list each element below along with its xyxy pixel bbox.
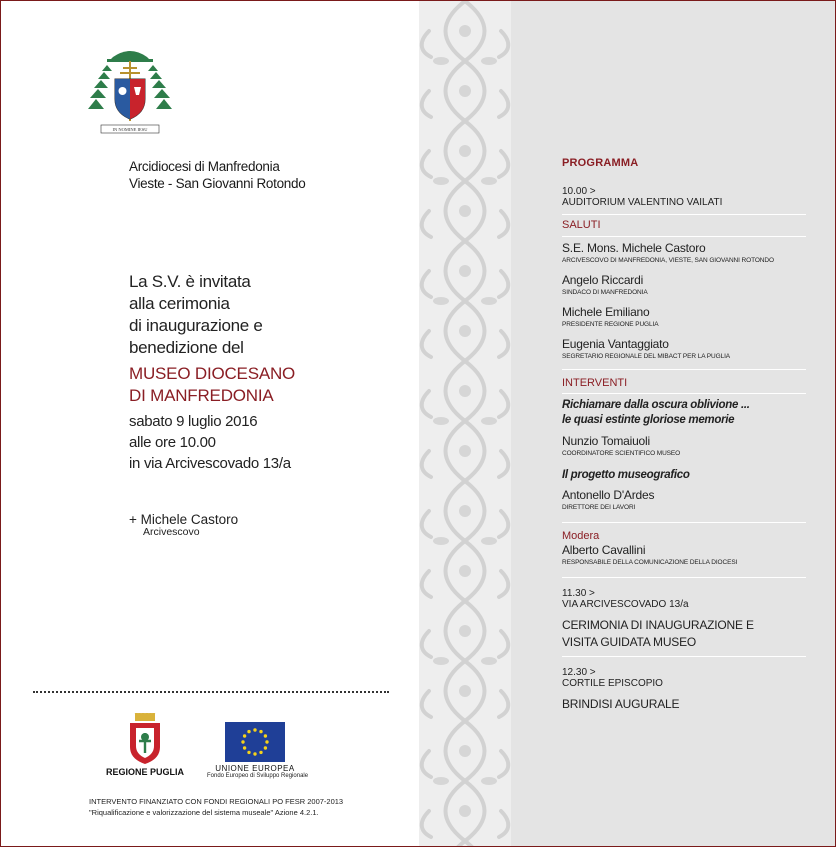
invitation-line-3: di inaugurazione e	[129, 316, 263, 335]
separator	[562, 656, 806, 657]
diocese-line-1: Arcidiocesi di Manfredonia	[129, 159, 280, 174]
program-title: PROGRAMMA	[562, 157, 639, 169]
diocese-name	[129, 158, 305, 192]
saluti-speaker-4: Eugenia Vantaggiato	[562, 337, 669, 351]
invitation-left-panel	[1, 1, 419, 847]
talk-1-role: COORDINATORE SCIENTIFICO MUSEO	[562, 450, 681, 457]
separator	[562, 369, 806, 370]
opening-location: AUDITORIUM VALENTINO VAILATI	[562, 197, 723, 208]
ornament-pattern-icon	[419, 1, 511, 847]
second-time: 11.30 >	[562, 588, 595, 599]
signature-name: + Michele Castoro	[129, 512, 239, 527]
eu-logo	[207, 722, 309, 779]
museum-name-line-1: MUSEO DIOCESANO	[129, 364, 296, 383]
funding-note	[89, 796, 343, 818]
event-place: in via Arcivescovado 13/a	[129, 455, 291, 472]
talk-2-speaker: Antonello D'Ardes	[562, 488, 655, 502]
event-date: sabato 9 luglio 2016	[129, 413, 258, 430]
invitation-text	[129, 271, 295, 474]
saluti-role-4: SEGRETARIO REGIONALE DEL MIBACT PER LA PUGLIA	[562, 353, 731, 360]
saluti-speaker-1: S.E. Mons. Michele Castoro	[562, 241, 706, 255]
third-event: BRINDISI AUGURALE	[562, 697, 680, 711]
region-logo	[105, 713, 185, 777]
saluti-speaker-3: Michele Emiliano	[562, 305, 650, 319]
saluti-label: SALUTI	[562, 219, 601, 231]
saluti-role-3: PRESIDENTE REGIONE PUGLIA	[562, 321, 659, 328]
puglia-shield-icon	[127, 713, 163, 765]
saluti-speaker-2: Angelo Riccardi	[562, 273, 644, 287]
opening-time: 10.00 >	[562, 186, 596, 197]
eu-flag-icon	[225, 722, 285, 762]
region-label: REGIONE PUGLIA	[105, 767, 184, 777]
moderator-role: RESPONSABILE DELLA COMUNICAZIONE DELLA DIOCESI	[562, 559, 738, 566]
separator	[562, 393, 806, 394]
event-time: alle ore 10.00	[129, 434, 216, 451]
third-time: 12.30 >	[562, 667, 596, 678]
signature-role: Arcivescovo	[143, 526, 200, 538]
talk-2-role: DIRETTORE DEI LAVORI	[562, 504, 636, 511]
saluti-role-1: ARCIVESCOVO DI MANFREDONIA, VIESTE, SAN GIOVANNI ROTONDO	[562, 257, 774, 264]
separator	[562, 522, 806, 523]
decorative-ornament-strip	[419, 1, 511, 847]
interventi-label: INTERVENTI	[562, 377, 628, 389]
invitation-line-2: alla cerimonia	[129, 294, 230, 313]
archbishop-crest-icon	[87, 43, 173, 139]
moderator-name: Alberto Cavallini	[562, 543, 646, 557]
talk-1-title-line-2: le quasi estinte gloriose memorie	[562, 414, 735, 426]
talk-1-speaker: Nunzio Tomaiuoli	[562, 434, 650, 448]
museum-name-line-2: DI MANFREDONIA	[129, 386, 274, 405]
eu-sublabel: Fondo Europeo di Sviluppo Regionale	[207, 773, 309, 779]
invitation-line-4: benedizione del	[129, 338, 244, 357]
separator	[562, 577, 806, 578]
second-location: VIA ARCIVESCOVADO 13/a	[562, 599, 689, 610]
program-panel	[511, 1, 836, 847]
third-location: CORTILE EPISCOPIO	[562, 678, 663, 689]
signature	[129, 512, 238, 538]
dotted-divider	[33, 691, 389, 693]
funding-line-1: INTERVENTO FINANZIATO CON FONDI REGIONALI PO FESR 2007-2013	[89, 797, 344, 806]
second-event-line-1: CERIMONIA DI INAUGURAZIONE E	[562, 618, 754, 632]
second-event-line-2: VISITA GUIDATA MUSEO	[562, 635, 697, 649]
funding-line-2: "Riqualificazione e valorizzazione del sistema museale" Azione 4.2.1.	[89, 808, 319, 817]
eu-label: UNIONE EUROPEA	[215, 764, 295, 773]
separator	[562, 214, 806, 215]
diocese-line-2: Vieste - San Giovanni Rotondo	[129, 176, 306, 191]
crest-motto: IN NOMINE IESU	[112, 127, 148, 133]
talk-1-title-line-1: Richiamare dalla oscura oblivione ...	[562, 399, 750, 411]
separator	[562, 236, 806, 237]
talk-2-title: Il progetto museografico	[562, 469, 690, 481]
invitation-line-1: La S.V. è invitata	[129, 272, 251, 291]
modera-label: Modera	[562, 530, 600, 542]
program	[562, 157, 832, 713]
saluti-role-2: SINDACO DI MANFREDONIA	[562, 289, 648, 296]
